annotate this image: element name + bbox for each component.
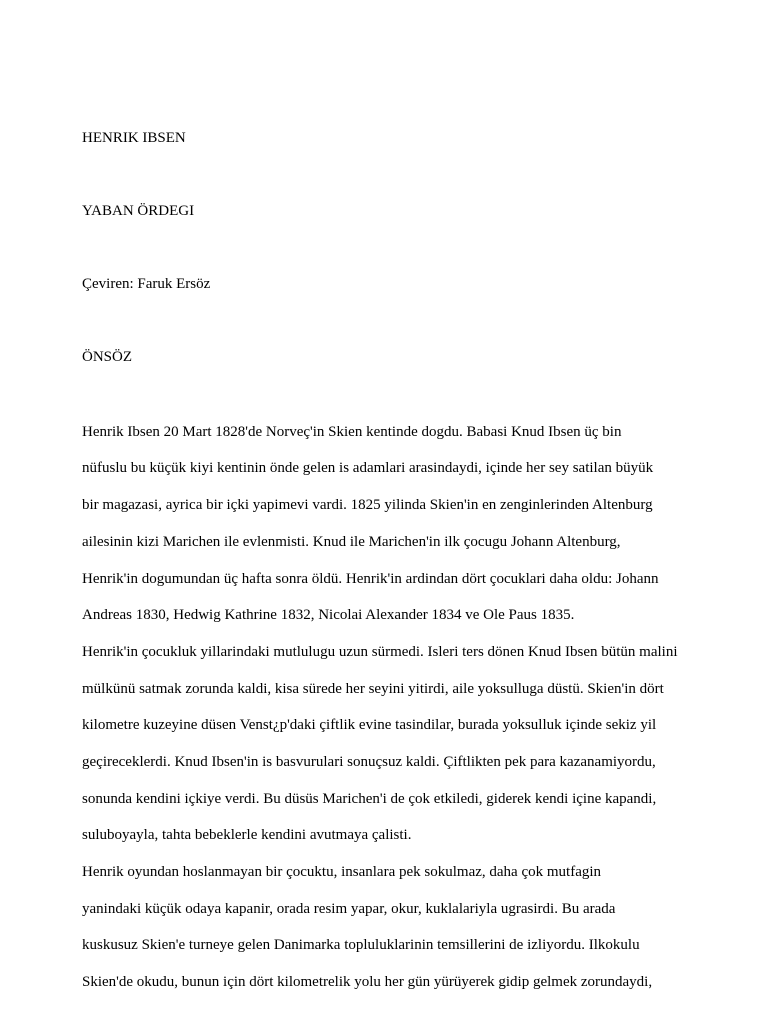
body-line: yanindaki küçük odaya kapanir, orada resim yapar, okur, kuklalariyla ugrasirdi. Bu arada <box>82 901 616 917</box>
body-line: Skien'de okudu, bunun için dört kilometrelik yolu her gün yürüyerek gidip gelmek zorundaydi, <box>82 974 653 990</box>
body-line: Henrik'in çocukluk yillarindaki mutlulugu uzun sürmedi. Isleri ters dönen Knud Ibsen bütün malini <box>82 644 678 660</box>
body-line: kuskusuz Skien'e turneye gelen Danimarka topluluklarinin temsillerini de izliyordu. Ilkokulu <box>82 937 640 953</box>
body-line: Henrik'in dogumundan üç hafta sonra öldü. Henrik'in ardindan dört çocuklari daha oldu: Johann <box>82 571 659 587</box>
body-line: kilometre kuzeyine düsen Venst¿p'daki çiftlik evine tasindilar, burada yoksulluk içinde sekiz yil <box>82 717 657 733</box>
body-line: Andreas 1830, Hedwig Kathrine 1832, Nicolai Alexander 1834 ve Ole Paus 1835. <box>82 607 575 623</box>
body-line: Henrik Ibsen 20 Mart 1828'de Norveç'in Skien kentinde dogdu. Babasi Knud Ibsen üç bin <box>82 424 622 440</box>
author-name: HENRIK IBSEN <box>82 130 186 146</box>
body-line: nüfuslu bu küçük kiyi kentinin önde gelen is adamlari arasindaydi, içinde her sey satilan büyük <box>82 460 654 476</box>
body-line: ailesinin kizi Marichen ile evlenmisti. Knud ile Marichen'in ilk çocugu Johann Altenburg, <box>82 534 621 550</box>
body-line: geçireceklerdi. Knud Ibsen'in is basvurulari sonuçsuz kaldi. Çiftlikten pek para kazanamiyordu, <box>82 754 656 770</box>
body-line: sonunda kendini içkiye verdi. Bu düsüs Marichen'i de çok etkiledi, giderek kendi içine kapandi, <box>82 791 657 807</box>
section-heading: ÖNSÖZ <box>82 349 133 365</box>
translator-credit: Çeviren: Faruk Ersöz <box>82 276 211 292</box>
play-title: YABAN ÖRDEGI <box>82 203 195 219</box>
body-line: suluboyayla, tahta bebeklerle kendini avutmaya çalisti. <box>82 827 412 843</box>
body-line: mülkünü satmak zorunda kaldi, kisa sürede her seyini yitirdi, aile yoksulluga düstü. Skien'in dört <box>82 681 664 697</box>
body-line: Henrik oyundan hoslanmayan bir çocuktu, insanlara pek sokulmaz, daha çok mutfagin <box>82 864 602 880</box>
body-line: bir magazasi, ayrica bir içki yapimevi vardi. 1825 yilinda Skien'in en zenginlerinden Altenburg <box>82 497 653 513</box>
